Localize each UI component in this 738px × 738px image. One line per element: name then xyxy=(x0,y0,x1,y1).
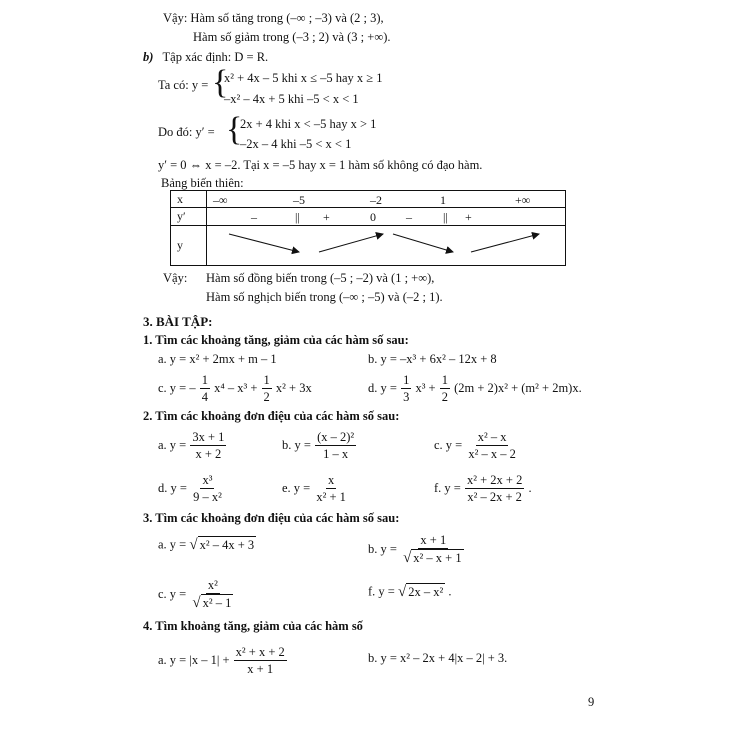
ex1-d-end: (2m + 2)x² + (m² + 2m)x. xyxy=(454,380,582,395)
ex1-d-middle: x³ + xyxy=(415,380,436,395)
ex1-c xyxy=(158,373,312,405)
numerator: x² xyxy=(206,578,220,594)
section-3-title: 3. BÀI TẬP: xyxy=(143,314,213,329)
ex3-f-end: . xyxy=(448,584,452,599)
row-label-y: y xyxy=(171,226,207,266)
ex1-c-end: x² + 3x xyxy=(275,380,312,395)
ex3-title: 3. Tìm các khoảng đơn điệu của các hàm số sau: xyxy=(143,511,400,525)
denominator: x² – x – 2 xyxy=(468,447,516,462)
ex2-e xyxy=(282,473,349,505)
derivative-zero: y′ = 0 ⇔ x = –2. Tại x = –5 hay x = 1 hàm số không có đạo hàm. xyxy=(158,158,483,172)
ex1-d xyxy=(368,373,582,405)
denominator: x² – 2x + 2 xyxy=(467,490,522,505)
yprime-sign: + xyxy=(323,209,330,224)
y-arrows-cell xyxy=(207,226,566,266)
x-value: –2 xyxy=(370,192,382,207)
denominator: 2 xyxy=(263,390,270,405)
numerator: 3x + 1 xyxy=(190,430,226,446)
brace-2: { xyxy=(226,111,243,148)
arrow-decreasing-2 xyxy=(393,234,453,252)
x-value: 1 xyxy=(440,192,446,207)
ex3-c xyxy=(158,578,236,613)
ex2-f xyxy=(434,473,532,505)
ex3-a-prefix: a. y = xyxy=(158,537,187,552)
denominator: x + 2 xyxy=(195,447,222,462)
table-row-y xyxy=(171,226,566,266)
yprime-sign: + xyxy=(465,209,472,224)
ex3-a xyxy=(158,538,256,553)
conclusion-line-2: Hàm số nghịch biến trong (–∞ ; –5) và (–2 ; 1). xyxy=(206,290,443,304)
ex2-a-prefix: a. y = xyxy=(158,437,187,452)
arrow-increasing-1 xyxy=(319,234,383,252)
ex3-f-sqrt xyxy=(398,585,445,600)
yprime-sign: – xyxy=(406,209,412,224)
ex1-b: b. y = –x³ + 6x² – 12x + 8 xyxy=(368,352,497,366)
ex3-b xyxy=(368,533,467,568)
ex2-e-prefix: e. y = xyxy=(282,480,311,495)
numerator: x³ xyxy=(200,473,214,489)
table-row-yprime xyxy=(171,208,566,226)
yprime-sign: – xyxy=(251,209,257,224)
ex2-a-fraction xyxy=(190,430,226,462)
variation-arrows xyxy=(207,226,565,261)
arrow-increasing-2 xyxy=(471,234,539,252)
ex3-c-sqrt xyxy=(192,595,233,612)
case-1: x² + 4x – 5 khi x ≤ –5 hay x ≥ 1 xyxy=(224,71,383,85)
ex1-d-fraction-2 xyxy=(440,373,450,405)
denominator: x + 1 xyxy=(247,662,274,677)
denominator: 3 xyxy=(403,390,410,405)
denominator: 2 xyxy=(441,390,448,405)
yprime-sign: 0 xyxy=(370,209,376,224)
numerator: x + 1 xyxy=(418,533,448,549)
numerator: (x – 2)² xyxy=(315,430,356,446)
ex2-f-end: . xyxy=(528,480,532,495)
denominator: 4 xyxy=(201,390,208,405)
ex4-a-fraction xyxy=(234,645,287,677)
partb-domain: Tập xác định: D = R. xyxy=(162,50,269,64)
ex1-d-fraction-1 xyxy=(401,373,411,405)
ex1-c-prefix: c. y = – xyxy=(158,380,196,395)
ex4-title: 4. Tìm khoảng tăng, giảm của các hàm số xyxy=(143,619,363,633)
taco-label: Ta có: y = xyxy=(158,78,209,92)
ex3-a-sqrt xyxy=(189,538,256,553)
x-value: +∞ xyxy=(515,192,531,207)
ex3-f-prefix: f. y = xyxy=(368,584,395,599)
variation-table xyxy=(170,190,566,266)
radical-sign: √ xyxy=(403,550,412,567)
numerator: 1 xyxy=(200,373,210,389)
ex4-a-prefix: a. y = |x – 1| + xyxy=(158,652,230,667)
page-number: 9 xyxy=(588,695,595,709)
ex1-title: 1. Tìm các khoảng tăng, giảm của các hàm số sau: xyxy=(143,333,409,347)
ex3-c-prefix: c. y = xyxy=(158,587,187,602)
ex1-a: a. y = x² + 2mx + m – 1 xyxy=(158,352,277,366)
partb-label: b) xyxy=(143,50,154,64)
yprime-sign: || xyxy=(295,209,300,224)
conclusion-prefix: Vậy: xyxy=(163,271,188,285)
yprime-values-cell xyxy=(207,208,566,226)
ex1-c-middle: x⁴ – x³ + xyxy=(214,380,258,395)
ex2-f-prefix: f. y = xyxy=(434,480,461,495)
ex1-c-fraction-2 xyxy=(262,373,272,405)
denominator: 1 – x xyxy=(323,447,349,462)
radicand: 2x – x² xyxy=(408,585,444,599)
numerator: x xyxy=(326,473,336,489)
radicand: x² – x + 1 xyxy=(413,551,462,566)
ex3-c-fraction xyxy=(190,578,235,613)
numerator: 1 xyxy=(401,373,411,389)
numerator: 1 xyxy=(262,373,272,389)
bbt-title: Bảng biến thiên: xyxy=(161,176,244,190)
top-line-2: Hàm số giảm trong (–3 ; 2) và (3 ; +∞). xyxy=(193,30,391,44)
radical-sign: √ xyxy=(189,537,198,553)
radical-sign: √ xyxy=(397,584,407,600)
ex2-f-fraction xyxy=(465,473,524,505)
top-line-1: Vậy: Hàm số tăng trong (–∞ ; –3) và (2 ; 3), xyxy=(163,11,384,25)
ex2-d-fraction xyxy=(191,473,224,505)
ex4-a xyxy=(158,645,288,677)
row-label-x: x xyxy=(171,191,207,208)
ex3-b-sqrt xyxy=(403,550,464,567)
ex2-d-prefix: d. y = xyxy=(158,480,187,495)
table-row-x xyxy=(171,191,566,208)
ex1-d-prefix: d. y = xyxy=(368,380,397,395)
denominator: x² + 1 xyxy=(316,490,346,505)
ex2-c-fraction xyxy=(466,430,518,462)
ex3-f xyxy=(368,585,451,600)
numerator: x² + 2x + 2 xyxy=(465,473,524,489)
brace-1: { xyxy=(212,64,229,101)
numerator: 1 xyxy=(440,373,450,389)
denominator: 9 – x² xyxy=(193,490,222,505)
ex2-b-prefix: b. y = xyxy=(282,437,311,452)
conclusion-line-1: Hàm số đồng biến trong (–5 ; –2) và (1 ; +∞), xyxy=(206,271,435,285)
radicand: x² – 1 xyxy=(202,596,232,611)
ex2-e-fraction xyxy=(314,473,348,505)
ex2-d xyxy=(158,473,225,505)
radical-sign: √ xyxy=(192,595,201,612)
ex1-c-fraction-1 xyxy=(200,373,210,405)
ex2-b-fraction xyxy=(315,430,356,462)
x-values-cell xyxy=(207,191,566,208)
ex4-b: b. y = x² – 2x + 4|x – 2| + 3. xyxy=(368,651,508,665)
x-value: –5 xyxy=(293,192,305,207)
ex3-b-fraction xyxy=(401,533,466,568)
ex3-b-prefix: b. y = xyxy=(368,542,397,557)
arrow-decreasing-1 xyxy=(229,234,299,252)
dcase-1: 2x + 4 khi x < –5 hay x > 1 xyxy=(240,117,377,131)
radicand: x² – 4x + 3 xyxy=(199,538,255,552)
yprime-sign: || xyxy=(443,209,448,224)
ex2-c xyxy=(434,430,519,462)
ex2-c-prefix: c. y = xyxy=(434,437,463,452)
dodo-label: Do đó: y′ = xyxy=(158,125,215,139)
ex2-a xyxy=(158,430,227,462)
numerator: x² + x + 2 xyxy=(234,645,287,661)
dcase-2: –2x – 4 khi –5 < x < 1 xyxy=(240,137,352,151)
x-value: –∞ xyxy=(213,192,228,207)
ex2-title: 2. Tìm các khoảng đơn điệu của các hàm số sau: xyxy=(143,409,400,423)
ex2-b xyxy=(282,430,357,462)
numerator: x² – x xyxy=(476,430,509,446)
partb-header xyxy=(143,51,268,64)
row-label-yprime: y′ xyxy=(171,208,207,226)
denominator xyxy=(401,549,466,567)
denominator xyxy=(190,594,235,612)
case-2: –x² – 4x + 5 khi –5 < x < 1 xyxy=(224,92,359,106)
